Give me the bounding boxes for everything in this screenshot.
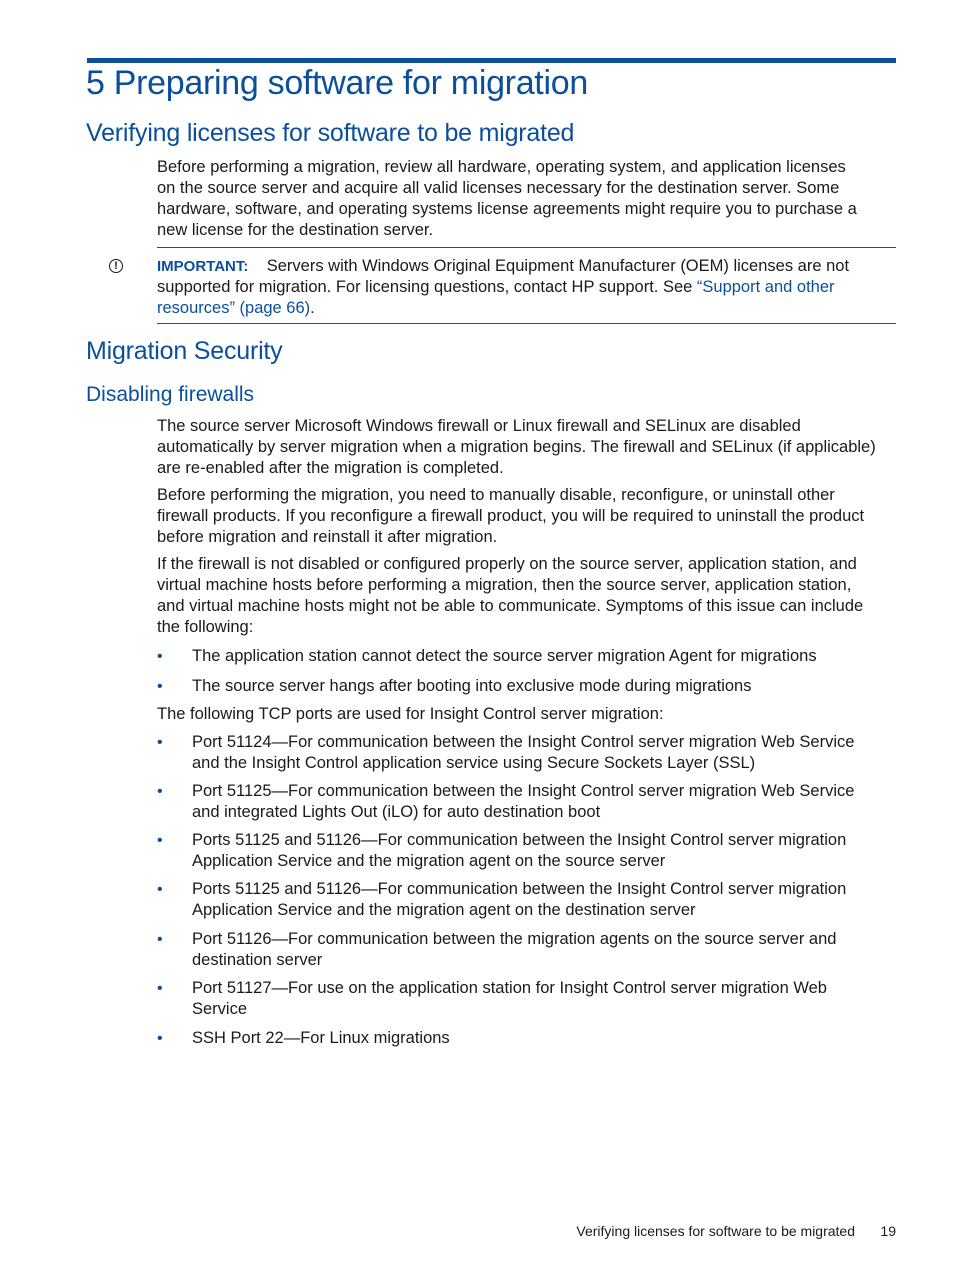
text-line: new license for the destination server. [157, 221, 434, 239]
list-item-text: Port 51127—For use on the application station for Insight Control server migration Web [192, 979, 827, 997]
text-line: on the source server and acquire all valid licenses necessary for the destination server. Some [157, 179, 840, 197]
bullet-icon: • [157, 783, 163, 800]
list-item-text: Port 51125—For communication between the Insight Control server migration Web Service [192, 782, 855, 800]
important-line-3 [157, 298, 897, 319]
firewall-paragraph-2 [157, 485, 897, 548]
licenses-paragraph [157, 157, 897, 241]
ports-intro [157, 704, 897, 725]
bullet-icon: • [157, 881, 163, 898]
section-heading-licenses: Verifying licenses for software to be migrated [86, 119, 575, 147]
bullet-icon: • [157, 734, 163, 751]
list-item-text: Port 51124—For communication between the Insight Control server migration Web Service [192, 733, 855, 751]
bullet-icon: • [157, 648, 163, 665]
firewall-paragraph-3 [157, 554, 897, 638]
important-top-rule [157, 247, 896, 248]
bullet-icon: • [157, 931, 163, 948]
text-line: If the firewall is not disabled or configured properly on the source server, application station, and [157, 555, 857, 573]
list-item-text: Port 51126—For communication between the migration agents on the source server and [192, 930, 837, 948]
list-item-text: and the Insight Control application service using Secure Sockets Layer (SSL) [192, 754, 756, 772]
important-bottom-rule [157, 323, 896, 324]
list-item-text: Ports 51125 and 51126—For communication between the Insight Control server migration [192, 880, 847, 898]
bullet-icon: • [157, 1030, 163, 1047]
bullet-icon: • [157, 980, 163, 997]
important-label: IMPORTANT: [157, 258, 249, 275]
text-line: Before performing a migration, review all hardware, operating system, and application licenses [157, 158, 846, 176]
list-item-text: Service [192, 1000, 248, 1018]
list-item-text: The source server hangs after booting into exclusive mode during migrations [192, 677, 752, 695]
list-item-text: SSH Port 22—For Linux migrations [192, 1029, 450, 1047]
text-line: are re-enabled after the migration is completed. [157, 459, 504, 477]
important-line-1 [157, 256, 897, 277]
important-line-2 [157, 277, 897, 298]
top-rule [87, 58, 896, 63]
bullet-icon: • [157, 678, 163, 695]
text-line: The following TCP ports are used for Insight Control server migration: [157, 705, 664, 723]
text-line: the following: [157, 618, 254, 636]
important-icon: ! [109, 259, 123, 273]
list-item-text: Application Service and the migration agent on the destination server [192, 901, 696, 919]
subsection-heading-firewalls: Disabling firewalls [86, 383, 255, 406]
text-line: automatically by server migration when a migration begins. The firewall and SELinux (if applicable) [157, 438, 876, 456]
text-line: hardware, software, and operating systems license agreements might require you to purchase a [157, 200, 857, 218]
list-item-text: The application station cannot detect the source server migration Agent for migrations [192, 647, 817, 665]
page-number: 19 [880, 1223, 896, 1239]
important-text: Servers with Windows Original Equipment Manufacturer (OEM) licenses are not [266, 257, 850, 275]
support-link[interactable]: “Support and other [696, 278, 835, 296]
text-line: The source server Microsoft Windows firewall or Linux firewall and SELinux are disabled [157, 417, 801, 435]
firewall-paragraph-1 [157, 416, 897, 479]
text-line: firewall products. If you reconfigure a firewall product, you will be required to uninstall the product [157, 507, 865, 525]
list-item-text: Application Service and the migration agent on the source server [192, 852, 666, 870]
list-item-text: Ports 51125 and 51126—For communication between the Insight Control server migration [192, 831, 847, 849]
list-item-text: destination server [192, 951, 323, 969]
footer-section-title: Verifying licenses for software to be migrated [576, 1223, 855, 1239]
text-line: before migration and reinstall it after migration. [157, 528, 498, 546]
text-line: and virtual machine hosts might not be able to communicate. Symptoms of this issue can include [157, 597, 864, 615]
support-link[interactable]: resources” (page 66) [157, 299, 311, 317]
list-item-text: and integrated Lights Out (iLO) for auto destination boot [192, 803, 601, 821]
important-text: . [310, 299, 315, 317]
bullet-icon: • [157, 832, 163, 849]
chapter-title: 5 Preparing software for migration [86, 64, 588, 102]
important-note [157, 256, 897, 319]
text-line: virtual machine hosts before performing a migration, then the source server, application station, [157, 576, 852, 594]
text-line: Before performing the migration, you need to manually disable, reconfigure, or uninstall other [157, 486, 835, 504]
important-text: supported for migration. For licensing questions, contact HP support. See [157, 278, 697, 296]
section-heading-security: Migration Security [86, 337, 283, 365]
